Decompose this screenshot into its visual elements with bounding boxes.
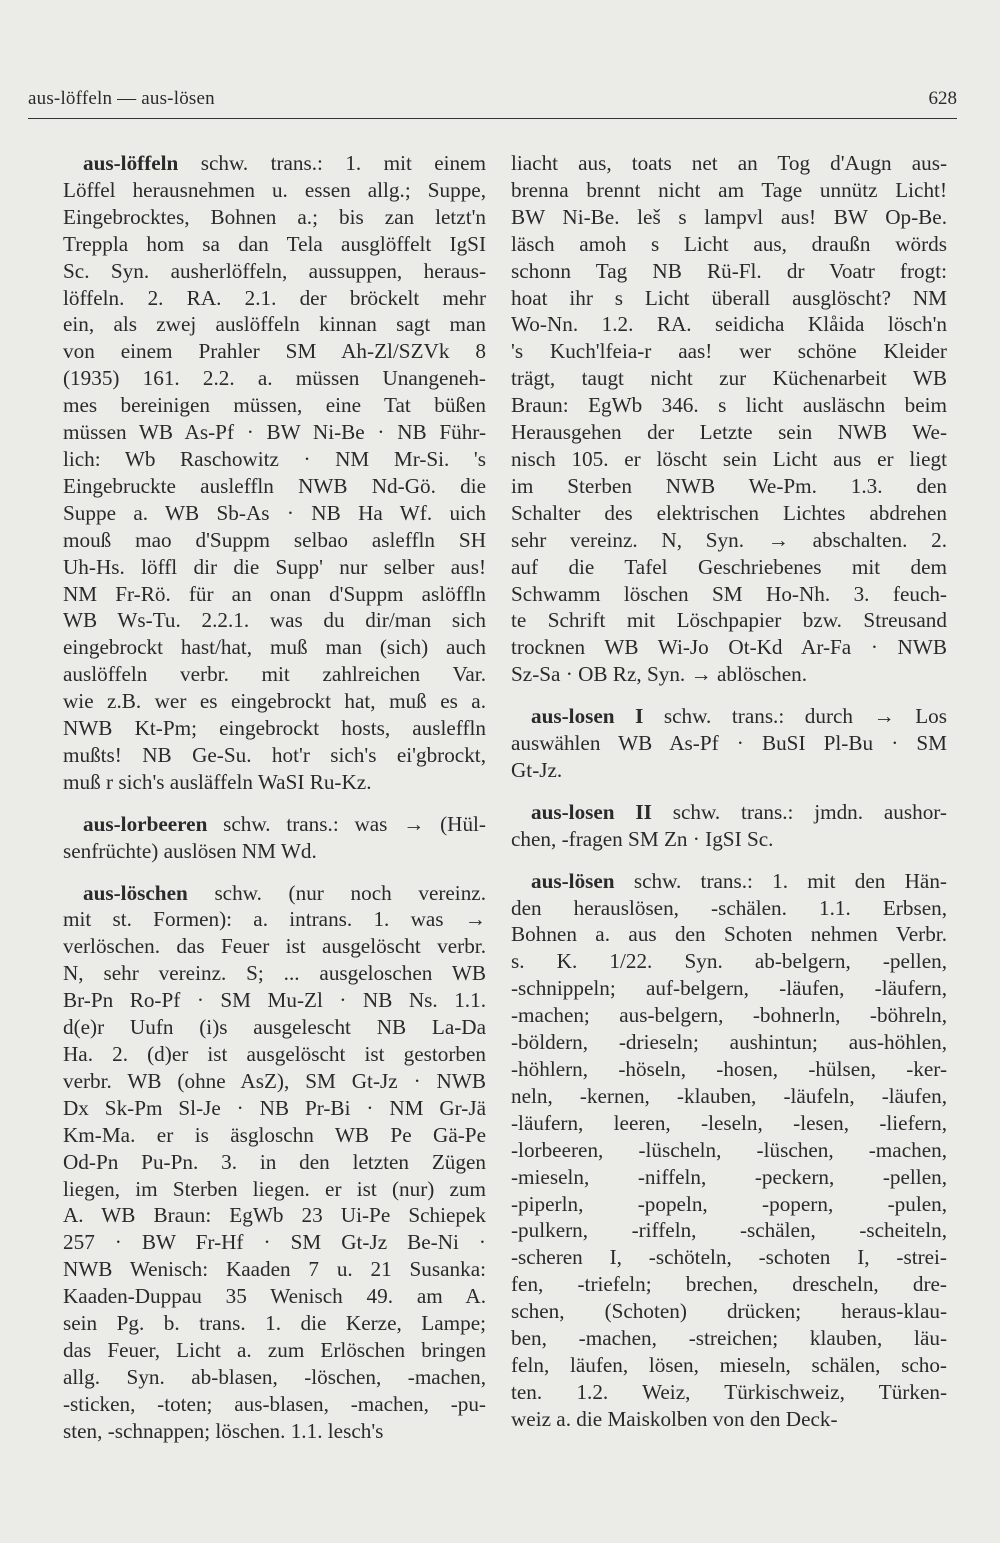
entry-line: Schwamm löschen SM Ho-Nh. 3. feuch- [511,581,947,606]
entry-lemma: aus-lösen [531,868,615,893]
entry-line [511,799,947,826]
entry-line [63,150,486,177]
entry-line [63,811,486,838]
entry-line: -böldern, -drieseln; aushintun; aus-höhlen, [511,1030,947,1055]
entry-line: Od-Pn Pu-Pn. 3. in den letzten Zügen [63,1149,486,1174]
entry-line: ten. 1.2. Weiz, Türkischweiz, Türken- [511,1379,947,1404]
dictionary-entry [511,868,947,1433]
dictionary-entry [511,150,947,688]
entry-line: Uh-Hs. löffl dir die Supp' nur selber aus! [63,554,486,579]
entry-line: mes bereinigen müssen, eine Tat büßen [63,393,486,418]
entry-line: Km-Ma. er is äsgloschn WB Pe Gä-Pe [63,1122,486,1147]
entry-line: Bohnen a. aus den Schoten nehmen Verbr. [511,922,947,947]
entry-line: nisch 105. er löscht sein Licht aus er liegt [511,446,947,471]
entry-line: 257 · BW Fr-Hf · SM Gt-Jz Be-Ni · [63,1230,486,1255]
entry-line: BW Ni-Be. leš s lampvl aus! BW Op-Be. [511,204,947,229]
entry-line: -scheren I, -schöteln, -schoten I, -strei- [511,1245,947,1270]
entry-line: 's Kuch'lfeia-r aas! wer schöne Kleider [511,339,947,364]
entry-text: schw. trans.: durch → Los [663,704,948,729]
entry-line: WB Ws-Tu. 2.2.1. was du dir/man sich [63,608,486,633]
entry-line: das Feuer, Licht a. zum Erlöschen bringen [63,1337,486,1362]
entry-line: chen, -fragen SM Zn · IgSI Sc. [511,826,774,851]
dictionary-entry [511,799,947,853]
entry-line: wie z.B. wer es eingebrockt hat, muß es a. [63,689,486,714]
header-title: aus-löffeln — aus-lösen [28,88,215,109]
entry-line: muß r sich's ausläffeln WaSI Ru-Kz. [63,769,372,794]
entry-line: sein Pg. b. trans. 1. die Kerze, Lampe; [63,1311,486,1336]
entry-line: sten, -schnappen; löschen. 1.1. lesch's [63,1418,384,1443]
entry-line: te Schrift mit Löschpapier bzw. Streusand [511,608,947,633]
entry-lemma: aus-löschen [83,880,188,905]
entry-line: A. WB Braun: EgWb 23 Ui-Pe Schiepek [63,1203,486,1228]
entry-line: d(e)r Uufn (i)s ausgelescht NB La-Da [63,1015,486,1040]
entry-line: -schnippeln; auf-belgern, -läufen, -läufern, [511,976,947,1001]
entry-line: löffeln. 2. RA. 2.1. der bröckelt mehr [63,285,486,310]
running-header [28,88,957,119]
entry-line: auswählen WB As-Pf · BuSI Pl-Bu · SM [511,731,947,756]
entry-line: -pulkern, -riffeln, -schälen, -scheiteln, [511,1218,947,1243]
entry-line: (1935) 161. 2.2. a. müssen Unangeneh- [63,366,486,391]
entry-line: lich: Wb Raschowitz · NM Mr-Si. 's [63,446,486,471]
entry-text: schw. trans.: was → (Hül- [223,811,486,836]
entry-line: -lorbeeren, -lüscheln, -lüschen, -machen, [511,1137,947,1162]
entry-line: müssen WB As-Pf · BW Ni-Be · NB Führ- [63,420,486,445]
entry-line: mit st. Formen): a. intrans. 1. was → [63,907,486,932]
entry-line: im Sterben NWB We-Pm. 1.3. den [511,473,947,498]
entry-line: schen, (Schoten) drücken; heraus-klau- [511,1299,947,1324]
entry-line: Löffel herausnehmen u. essen allg.; Suppe, [63,177,486,202]
entry-line [511,868,947,895]
entry-line: trocknen WB Wi-Jo Ot-Kd Ar-Fa · NWB [511,635,947,660]
entry-line: liegen, im Sterben liegen. er ist (nur) zum [63,1176,486,1201]
entry-lemma: aus-lorbeeren [83,811,208,836]
entry-line: Kaaden-Duppau 35 Wenisch 49. am A. [63,1284,486,1309]
entry-line: liacht aus, toats net an Tog d'Augn aus- [511,151,947,175]
entry-text: schw. trans.: 1. mit den Hän- [633,868,947,893]
left-column [63,150,486,1460]
entry-line: mußts! NB Ge-Su. hot'r sich's ei'gbrockt, [63,742,486,767]
entry-line: s. K. 1/22. Syn. ab-belgern, -pellen, [511,949,947,974]
entry-lemma: aus-losen I [531,704,644,729]
dictionary-entry [63,150,486,796]
entry-line: NWB Kt-Pm; eingebrockt hosts, ausleffln [63,716,486,741]
entry-line: NWB Wenisch: Kaaden 7 u. 21 Susanka: [63,1257,486,1282]
entry-lemma: aus-löffeln [83,151,179,175]
entry-line: Eingebruckte ausleffln NWB Nd-Gö. die [63,473,486,498]
entry-line: -piperln, -popeln, -popern, -pulen, [511,1191,947,1216]
entry-line: fen, -triefeln; brechen, drescheln, dre- [511,1272,947,1297]
right-column [511,150,947,1448]
entry-line: Schalter des elektrischen Lichtes abdrehen [511,500,947,525]
entry-line: verbr. WB (ohne AsZ), SM Gt-Jz · NWB [63,1068,486,1093]
entry-line: weiz a. die Maiskolben von den Deck- [511,1406,838,1431]
entry-line: -mieseln, -niffeln, -peckern, -pellen, [511,1164,947,1189]
entry-line: -sticken, -toten; aus-blasen, -machen, -pu- [63,1391,486,1416]
entry-line: auf die Tafel Geschriebenes mit dem [511,554,947,579]
entry-line: NM Fr-Rö. für an onan d'Suppm aslöffln [63,581,486,606]
entry-line [511,703,947,730]
entry-line: senfrüchte) auslösen NM Wd. [63,838,317,863]
dictionary-entry [63,880,486,1445]
entry-line: -läufern, leeren, -leseln, -lesen, -liefern, [511,1110,947,1135]
entry-line: läsch amoh s Licht aus, draußn wörds [511,231,947,256]
entry-line: Br-Pn Ro-Pf · SM Mu-Zl · NB Ns. 1.1. [63,988,486,1013]
entry-line: -machen; aus-belgern, -bohnerln, -böhreln, [511,1003,947,1028]
entry-line: allg. Syn. ab-blasen, -löschen, -machen, [63,1364,486,1389]
entry-line: ben, -machen, -streichen; klauben, läu- [511,1326,947,1351]
entry-line: Dx Sk-Pm Sl-Je · NB Pr-Bi · NM Gr-Jä [63,1095,486,1120]
entry-line: den herauslösen, -schälen. 1.1. Erbsen, [511,895,947,920]
entry-line: mouß mao d'Suppm selbao asleffln SH [63,527,486,552]
entry-line: schonn Tag NB Rü-Fl. dr Voatr frogt: [511,258,947,283]
entry-line: Treppla hom sa dan Tela ausglöffelt IgSI [63,231,486,256]
entry-line: Eingebrocktes, Bohnen a.; bis zan letzt'n [63,204,486,229]
entry-line: verlöschen. das Feuer ist ausgelöscht verbr. [63,934,486,959]
entry-line: Gt-Jz. [511,757,563,782]
entry-line: feln, läufen, lösen, mieseln, schälen, scho- [511,1352,947,1377]
dictionary-entry [63,811,486,865]
entry-line: hoat ihr s Licht überall ausglöscht? NM [511,285,947,310]
entry-line: Ha. 2. (d)er ist ausgelöscht ist gestorben [63,1042,486,1066]
entry-line: Sz-Sa · OB Rz, Syn. → ablöschen. [511,662,808,687]
entry-line: neln, -kernen, -klauben, -läufeln, -läufen, [511,1083,947,1108]
entry-lemma: aus-losen II [531,799,652,824]
entry-text: schw. (nur noch vereinz. [214,880,486,905]
entry-line [63,880,486,907]
entry-line: Braun: EgWb 346. s licht ausläschn beim [511,393,947,418]
entry-text: schw. trans.: 1. mit einem [200,151,487,175]
entry-line: Herausgehen der Letzte sein NWB We- [511,420,947,445]
entry-line: -höhlern, -höseln, -hosen, -hülsen, -ker- [511,1057,947,1081]
entry-line: Sc. Syn. ausherlöffeln, aussuppen, heraus- [63,258,486,283]
entry-line: Wo-Nn. 1.2. RA. seidicha Klåida lösch'n [511,312,947,337]
page-number: 628 [928,88,957,109]
entry-line: sehr vereinz. N, Syn. → abschalten. 2. [511,527,947,552]
entry-text: schw. trans.: jmdn. aushor- [672,799,947,824]
entry-line: eingebrockt hast/hat, muß man (sich) auch [63,635,486,660]
entry-line: Suppe a. WB Sb-As · NB Ha Wf. uich [63,500,486,525]
entry-line: brenna brennt nicht am Tage unnütz Licht! [511,177,947,202]
entry-line: auslöffeln verbr. mit zahlreichen Var. [63,662,486,687]
dictionary-entry [511,703,947,784]
entry-line: N, sehr vereinz. S; ... ausgeloschen WB [63,961,486,986]
entry-line: ein, als zwej auslöffeln kinnan sagt man [63,312,486,337]
entry-line: trägt, taugt nicht zur Küchenarbeit WB [511,366,947,391]
entry-line: von einem Prahler SM Ah-Zl/SZVk 8 [63,339,486,364]
